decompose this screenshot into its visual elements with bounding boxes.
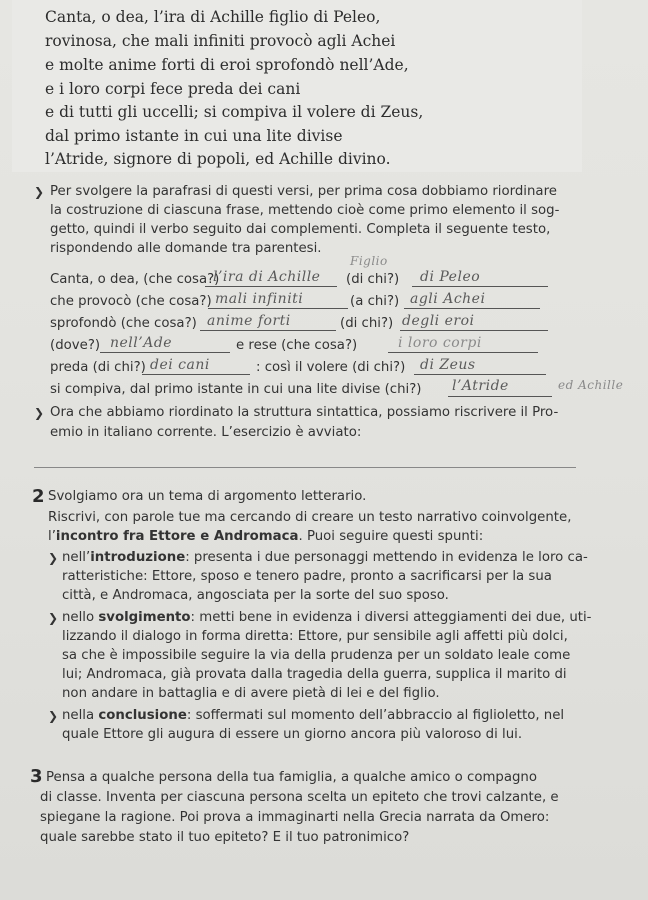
- bullet-arrow-icon: ❯: [34, 185, 45, 199]
- text-fragment: : presenta i due personaggi mettendo in evidenza le loro ca-: [185, 550, 588, 565]
- handwritten-answer: i loro corpi: [398, 335, 482, 351]
- exercise2-title: Svolgiamo ora un tema di argomento letterario.: [48, 489, 367, 504]
- bullet-arrow-icon: ❯: [48, 611, 59, 625]
- handwritten-answer: Figlio: [350, 254, 388, 268]
- text-fragment: nello: [62, 610, 99, 625]
- question-label: (a chi?): [350, 294, 400, 309]
- bullet-arrow-icon: ❯: [48, 709, 59, 723]
- handwritten-answer: dei cani: [150, 357, 210, 373]
- handwritten-answer: ed Achille: [558, 378, 624, 392]
- question-label: si compiva, dal primo istante in cui una lite divise (chi?): [50, 382, 422, 397]
- question-label: (di chi?): [340, 316, 394, 331]
- text-fragment: : metti bene in evidenza i diversi atteggiamenti dei due, uti-: [190, 610, 592, 625]
- question-label: (dove?): [50, 338, 101, 353]
- handwritten-answer: l’Atride: [452, 378, 509, 394]
- bullet-text: non andare in battaglia e di avere pietà di lei e del figlio.: [62, 686, 440, 701]
- poem-line: rovinosa, che mali infiniti provocò agli Achei: [45, 32, 396, 50]
- exercise1-intro: rispondendo alle domande tra parentesi.: [50, 241, 322, 256]
- bold-text: incontro fra Ettore e Andromaca: [55, 529, 299, 544]
- exercise2-number: 2: [32, 486, 45, 507]
- exercise1-followup: Ora che abbiamo riordinato la struttura sintattica, possiamo riscrivere il Pro-: [50, 405, 559, 420]
- handwritten-answer: degli eroi: [402, 313, 475, 329]
- bullet-text: sa che è impossibile seguire la via della prudenza per un soldato leale come: [62, 648, 571, 663]
- exercise2-text: Riscrivi, con parole tue ma cercando di creare un testo narrativo coinvolgente,: [48, 510, 572, 525]
- bullet-text: lizzando il dialogo in forma diretta: Ettore, pur sensibile agli affetti più dolci,: [62, 629, 568, 644]
- poem-line: Canta, o dea, l’ira di Achille figlio di Peleo,: [45, 8, 381, 26]
- poem-line: e molte anime forti di eroi sprofondò nell’Ade,: [45, 56, 409, 74]
- bullet-arrow-icon: ❯: [34, 406, 45, 420]
- question-label: (di chi?): [346, 272, 400, 287]
- question-label: Canta, o dea, (che cosa?): [50, 272, 220, 287]
- poem-line: e i loro corpi fece preda dei cani: [45, 80, 301, 98]
- bullet-text: lui; Andromaca, già provata dalla tragedia della guerra, supplica il marito di: [62, 667, 567, 682]
- bold-text: conclusione: [98, 708, 187, 723]
- question-label: che provocò (che cosa?): [50, 294, 212, 309]
- exercise1-intro: la costruzione di ciascuna frase, mettendo cioè come primo elemento il sog-: [50, 203, 560, 218]
- bullet-text: [62, 708, 564, 723]
- question-label: preda (di chi?): [50, 360, 146, 375]
- bullet-arrow-icon: ❯: [48, 551, 59, 565]
- handwritten-answer: l’ira di Achille: [213, 269, 321, 285]
- handwritten-answer: di Zeus: [420, 357, 476, 373]
- exercise3-text: spiegane la ragione. Poi prova a immaginarti nella Grecia narrata da Omero:: [40, 810, 550, 825]
- poem-line: dal primo istante in cui una lite divise: [45, 127, 343, 145]
- bold-text: introduzione: [90, 550, 186, 565]
- poem-line: e di tutti gli uccelli; si compiva il volere di Zeus,: [45, 103, 424, 121]
- bullet-text: quale Ettore gli augura di essere un giorno ancora più valoroso di lui.: [62, 727, 523, 742]
- handwritten-answer: anime forti: [207, 313, 291, 329]
- handwritten-answer: agli Achei: [410, 291, 486, 307]
- handwritten-answer: di Peleo: [420, 269, 481, 285]
- question-label: sprofondò (che cosa?): [50, 316, 197, 331]
- exercise1-intro: getto, quindi il verbo seguito dai complementi. Completa il seguente testo,: [50, 222, 551, 237]
- bullet-text: ratteristiche: Ettore, sposo e tenero padre, pronto a sacrificarsi per la sua: [62, 569, 552, 584]
- question-label: e rese (che cosa?): [236, 338, 358, 353]
- poem-line: l’Atride, signore di popoli, ed Achille divino.: [45, 150, 391, 168]
- exercise1-intro: Per svolgere la parafrasi di questi versi, per prima cosa dobbiamo riordinare: [50, 184, 557, 199]
- text-fragment: nella: [62, 708, 99, 723]
- bullet-text: [62, 550, 588, 565]
- text-fragment: . Puoi seguire questi spunti:: [298, 529, 484, 544]
- text-fragment: l’: [48, 529, 56, 544]
- text-fragment: : soffermati sul momento dell’abbraccio al figlioletto, nel: [186, 708, 565, 723]
- exercise1-followup: emio in italiano corrente. L’esercizio è avviato:: [50, 425, 362, 440]
- exercise3-number: 3: [30, 766, 43, 787]
- handwritten-answer: nell’Ade: [110, 335, 173, 351]
- exercise3-text: di classe. Inventa per ciascuna persona scelta un epiteto che trovi calzante, e: [40, 790, 559, 805]
- bold-text: svolgimento: [98, 610, 191, 625]
- exercise2-text: [48, 529, 483, 544]
- exercise3-text: Pensa a qualche persona della tua famiglia, a qualche amico o compagno: [46, 770, 537, 785]
- exercise3-text: quale sarebbe stato il tuo epiteto? E il tuo patronimico?: [40, 830, 410, 845]
- bullet-text: [62, 610, 591, 625]
- writing-line[interactable]: [34, 467, 576, 468]
- question-label: : così il volere (di chi?): [256, 360, 406, 375]
- text-fragment: nell’: [62, 550, 91, 565]
- bullet-text: città, e Andromaca, angosciata per la sorte del suo sposo.: [62, 588, 449, 603]
- handwritten-answer: mali infiniti: [215, 291, 304, 307]
